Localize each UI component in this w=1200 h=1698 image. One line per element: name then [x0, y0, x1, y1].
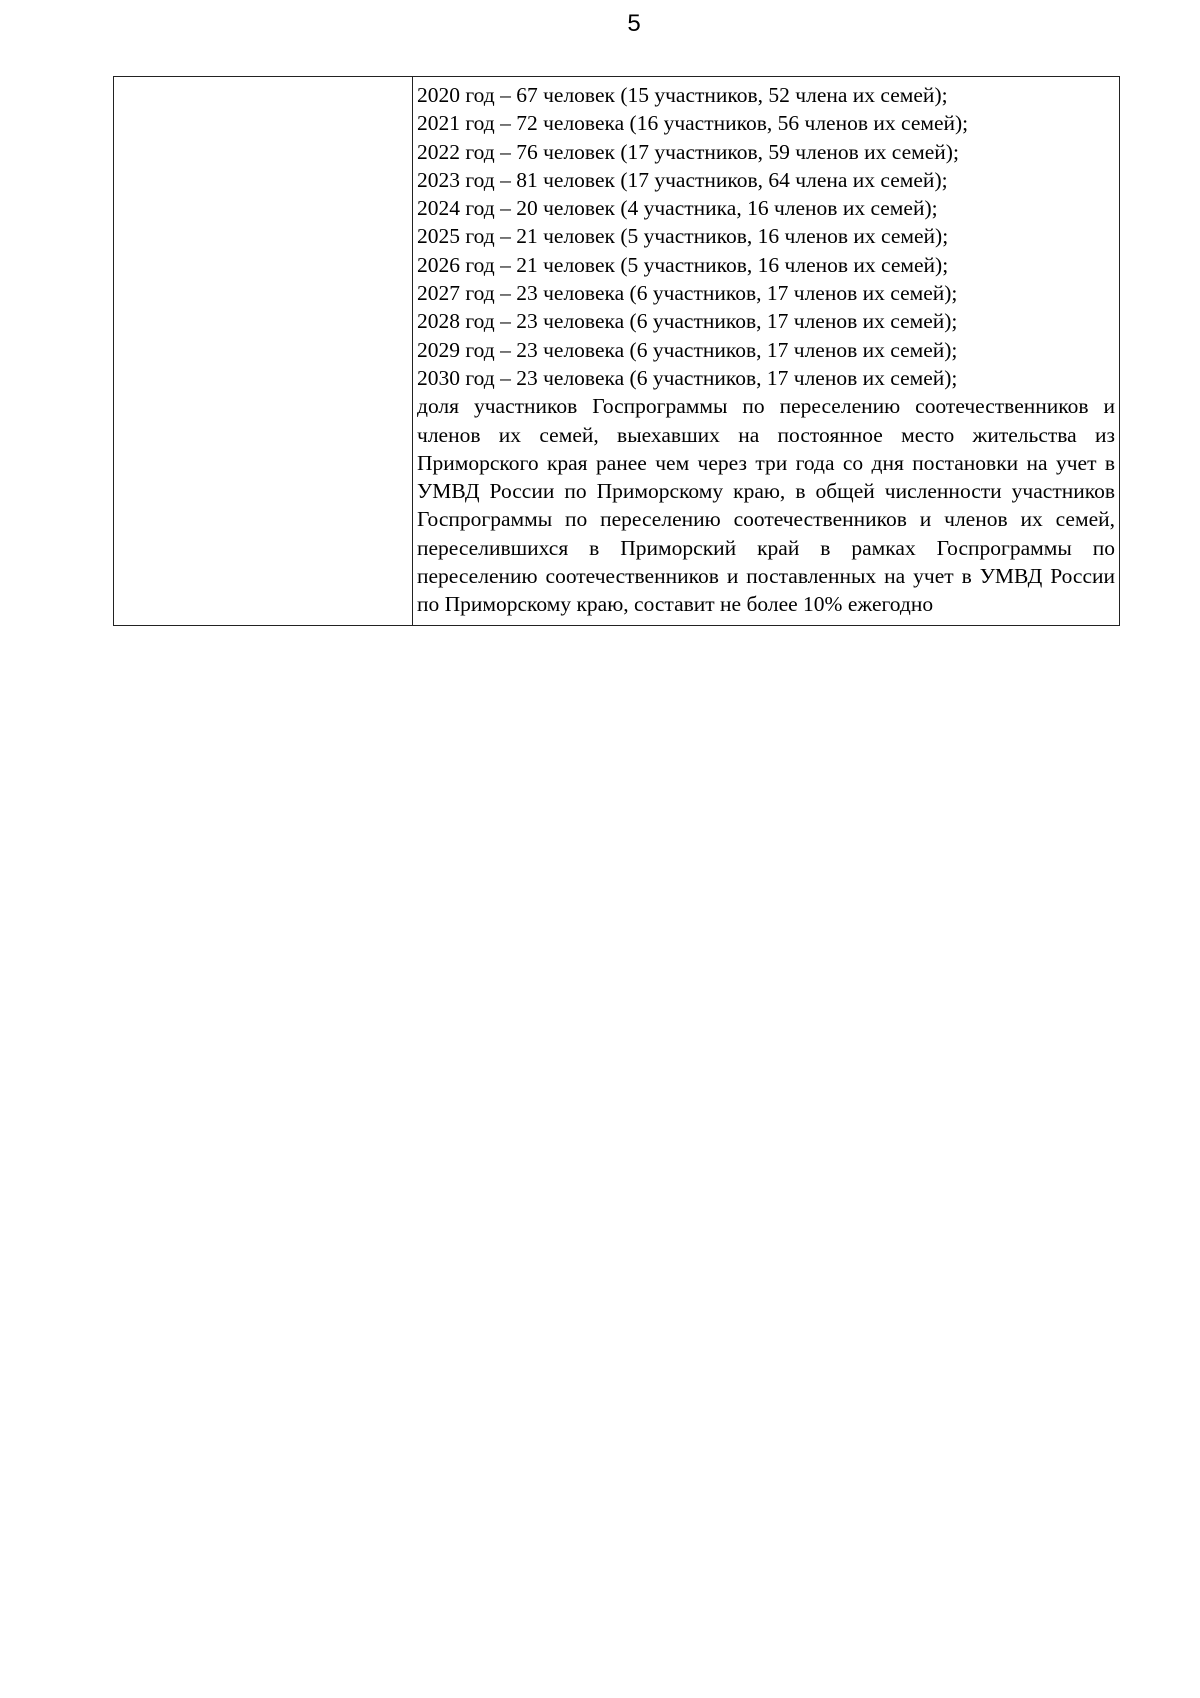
year-line-2029: 2029 год – 23 человека (6 участников, 17 членов их семей); — [417, 337, 958, 362]
year-line-2020: 2020 год – 67 человек (15 участников, 52 члена их семей); — [417, 83, 948, 107]
year-line-2025: 2025 год – 21 человек (5 участников, 16 членов их семей); — [417, 224, 949, 249]
year-line-2023: 2023 год – 81 человек (17 участников, 64 члена их семей); — [417, 167, 948, 192]
share-indicator-paragraph: доля участников Госпрограммы по переселению соотечественников и членов их семей, выехавших на постоянное место жительства из Приморского края ранее чем через три года со дня постановки на учет в УМВД России по Приморскому краю, в общей численности участников Госпрограммы по переселению соотечественников и членов их семей, переселившихся в Приморский край в рамках Госпрограммы по переселению соотечественников и поставленных на учет в УМВД России по Приморскому краю, составит не более 10% ежегодно — [417, 394, 1115, 617]
year-line-2027: 2027 год – 23 человека (6 участников, 17 членов их семей); — [417, 281, 958, 306]
table-cell-left — [114, 77, 413, 626]
year-line-2030: 2030 год – 23 человека (6 участников, 17 членов их семей); — [417, 365, 958, 390]
table-row — [114, 77, 1120, 626]
indicators-table — [113, 76, 1120, 626]
year-line-2021: 2021 год – 72 человека (16 участников, 56 членов их семей); — [417, 111, 969, 136]
year-line-2028: 2028 год – 23 человека (6 участников, 17 членов их семей); — [417, 309, 958, 334]
year-line-2022: 2022 год – 76 человек (17 участников, 59 членов их семей); — [417, 139, 959, 164]
year-line-2024: 2024 год – 20 человек (4 участника, 16 членов их семей); — [417, 196, 938, 221]
page-number: 5 — [627, 10, 641, 37]
year-line-2026: 2026 год – 21 человек (5 участников, 16 членов их семей); — [417, 252, 949, 277]
table-cell-right — [413, 77, 1120, 626]
